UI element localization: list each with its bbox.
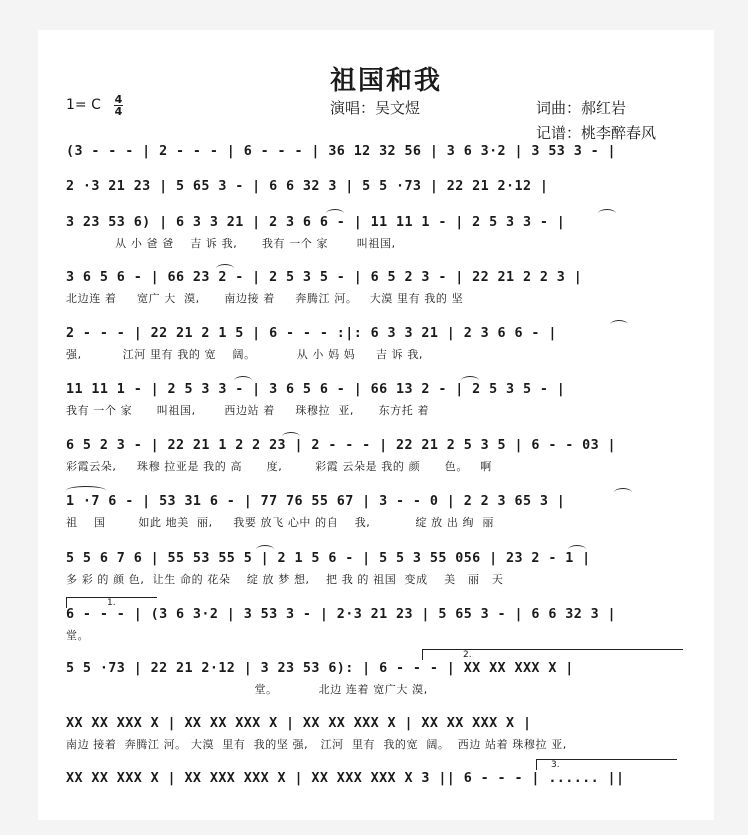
singer-credit: 演唱：吴文煜 xyxy=(330,99,421,117)
lyrics-3: 从 小 爸 爸 吉 诉 我, 我有 一个 家 叫祖国, xyxy=(66,237,396,250)
notes-8: 1 ·7 6 - | 53 31 6 - | 77 76 55 67 | 3 - - 0 | 2 2 3 65 3 | xyxy=(66,494,566,509)
time-signature-bottom: 4 xyxy=(114,105,123,118)
notes-3: 3 23 53 6) | 6 3 3 21 | 2 3 6 6 - | 11 11 1 - | 2 5 3 3 - | xyxy=(66,215,566,230)
lyrics-9: 多 彩 的 颜 色, 让生 命的 花朵 绽 放 梦 想, 把 我 的 祖国 变成 美 丽 天 xyxy=(66,573,504,586)
composer-credit: 词曲：郝红岩 xyxy=(536,99,627,117)
song-title: 祖国和我 xyxy=(330,66,443,96)
notes-12: XX XX XXX X | XX XX XXX X | XX XX XXX X | XX XX XXX X | xyxy=(66,716,532,731)
key-signature: 1= C xyxy=(66,97,101,113)
notes-11: 5 5 ·73 | 22 21 2·12 | 3 23 53 6): | 6 - - - | XX XX XXX X | xyxy=(66,661,574,676)
lyrics-5: 强, 江河 里有 我的 宽 阔。 从 小 妈 妈 吉 诉 我, xyxy=(66,348,423,361)
volta-1-bracket: 1. xyxy=(66,597,157,608)
notes-2: 2 ·3 21 23 | 5 65 3 - | 6 6 32 3 | 5 5 ·73 | 22 21 2·12 | xyxy=(66,179,549,194)
volta-2-bracket: 2. xyxy=(422,649,683,660)
time-signature xyxy=(114,94,123,117)
notes-6: 11 11 1 - | 2 5 3 3 - | 3 6 5 6 - | 66 13 2 - | 2 5 3 5 - | xyxy=(66,382,566,397)
notes-4: 3 6 5 6 - | 66 23 2 - | 2 5 3 5 - | 6 5 2 3 - | 22 21 2 2 3 | xyxy=(66,270,583,285)
notes-1: (3 - - - | 2 - - - | 6 - - - | 36 12 32 56 | 3 6 3·2 | 3 53 3 - | xyxy=(66,144,617,159)
time-signature-top: 4 xyxy=(114,93,123,106)
notes-7: 6 5 2 3 - | 22 21 1 2 2 23 | 2 - - - | 22 21 2 5 3 5 | 6 - - 03 | xyxy=(66,438,617,453)
lyrics-12: 南边 接着 奔腾江 河。 大漠 里有 我的坚 强, 江河 里有 我的宽 阔。 西边 站着 珠穆拉 亚, xyxy=(66,738,567,751)
transcriber-credit: 记谱：桃李醉春风 xyxy=(536,124,657,142)
notes-9: 5 5 6 7 6 | 55 53 55 5 | 2 1 5 6 - | 5 5 3 55 056 | 23 2 - 1 | xyxy=(66,551,591,566)
lyrics-7: 彩霞云朵, 珠穆 拉亚是 我的 高 度, 彩霞 云朵是 我的 颜 色。 啊 xyxy=(66,460,492,473)
lyrics-11: 堂。 北边 连着 宽广大 漠, xyxy=(66,683,428,696)
lyrics-10: 堂。 xyxy=(66,629,90,642)
notes-13: XX XX XXX X | XX XXX XXX X | XX XXX XXX X 3 || 6 - - - | ...... || xyxy=(66,771,625,786)
lyrics-8: 祖 国 如此 地美 丽, 我要 放飞 心中 的自 我, 绽 放 出 绚 丽 xyxy=(66,516,494,529)
volta-3-bracket: 3. xyxy=(536,759,677,770)
lyrics-4: 北边连 着 宽广 大 漠, 南边接 着 奔腾江 河。 大漠 里有 我的 坚 xyxy=(66,292,464,305)
notes-10: 6 - - - | (3 6 3·2 | 3 53 3 - | 2·3 21 23 | 5 65 3 - | 6 6 32 3 | xyxy=(66,607,617,622)
notes-5: 2 - - - | 22 21 2 1 5 | 6 - - - :|: 6 3 3 21 | 2 3 6 6 - | xyxy=(66,326,557,341)
lyrics-6: 我有 一个 家 叫祖国, 西边站 着 珠穆拉 亚, 东方托 着 xyxy=(66,404,430,417)
